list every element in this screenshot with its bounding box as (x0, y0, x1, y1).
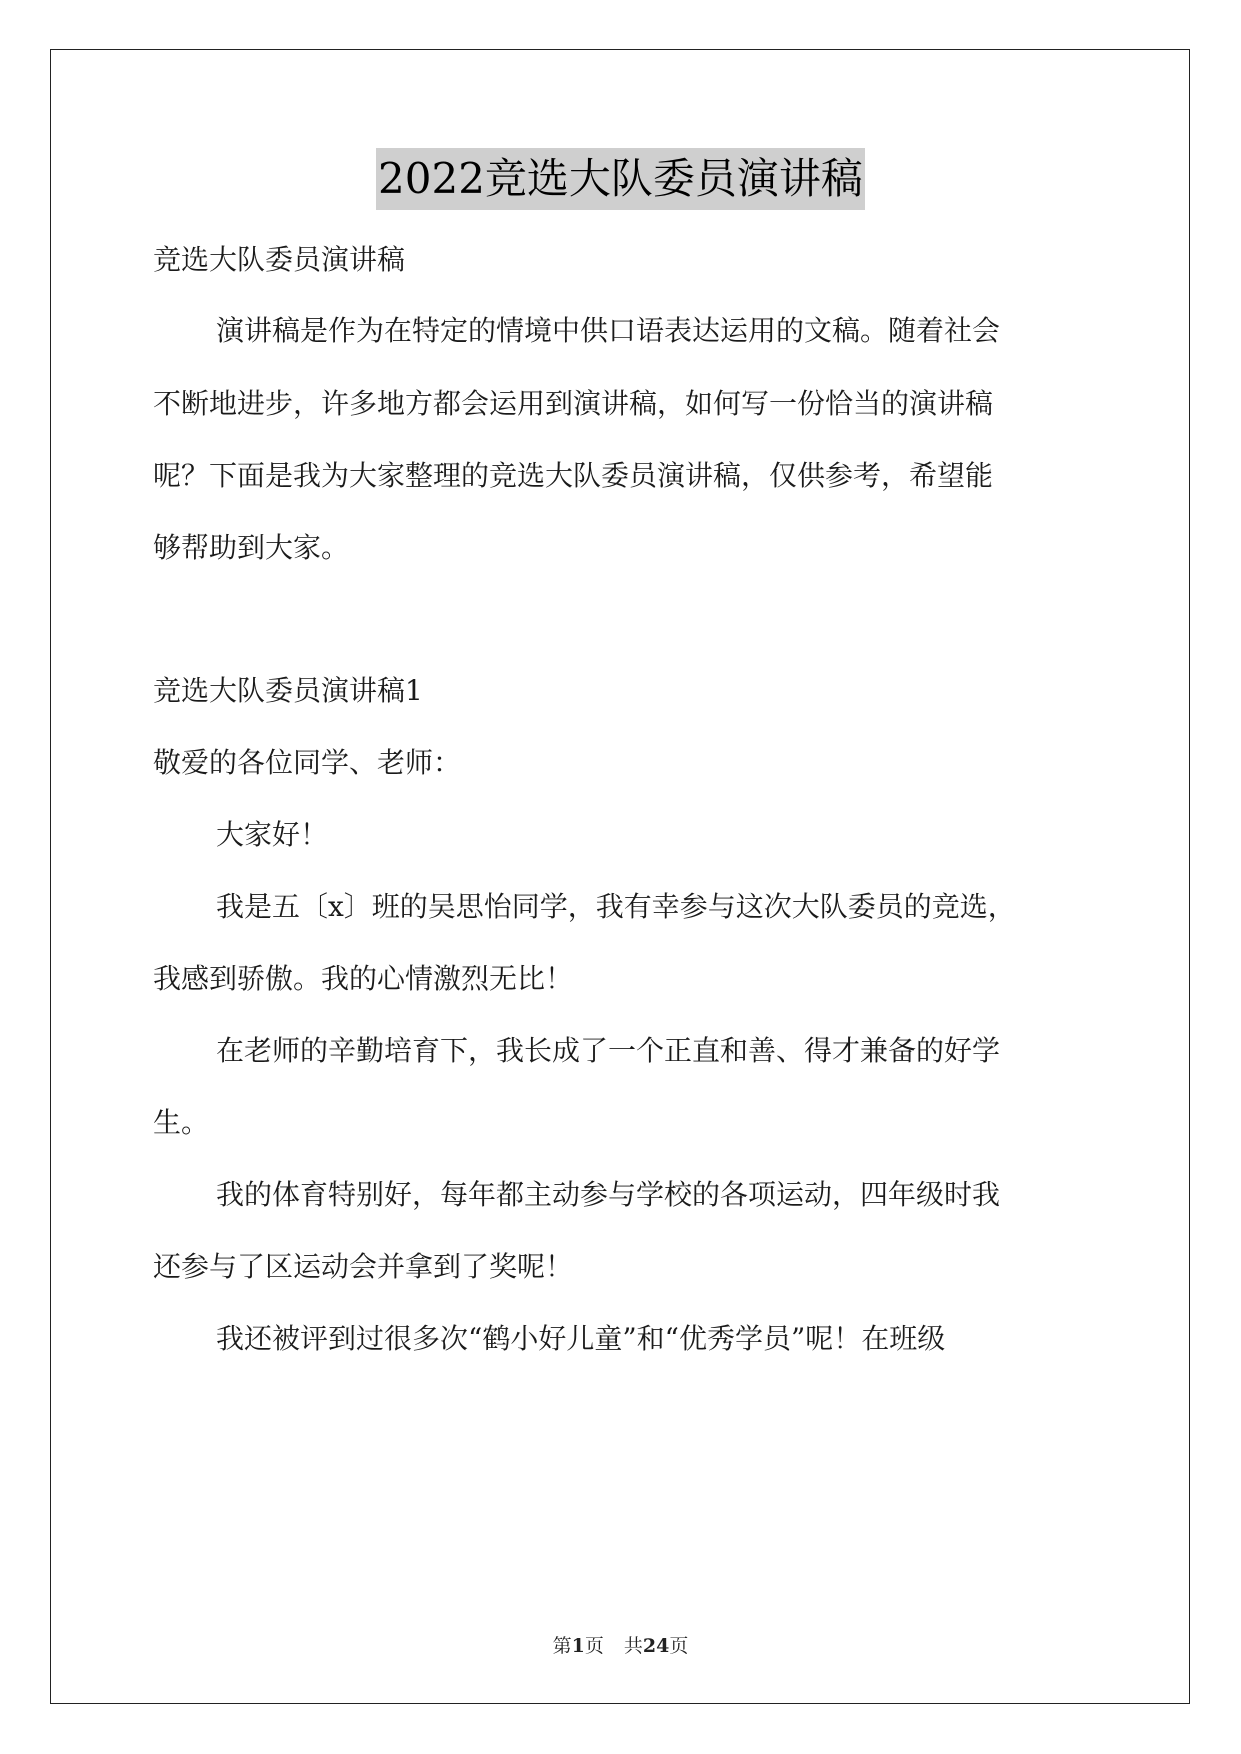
page-footer (0, 1632, 1241, 1660)
footer-page-suffix: 页 (584, 1635, 604, 1657)
footer-total-pages: 24 (642, 1635, 670, 1657)
page-border (50, 49, 1190, 1704)
document-title: 2022竞选大队委员演讲稿 (376, 148, 865, 210)
paragraph-line: 呢？下面是我为大家整理的竞选大队委员演讲稿，仅供参考，希望能 (153, 459, 994, 492)
paragraph-line: 我还被评到过很多次“鹤小好儿童”和“优秀学员”呢！在班级 (216, 1322, 946, 1355)
paragraph-line: 大家好！ (216, 818, 329, 851)
footer-page-prefix: 第 (552, 1635, 572, 1657)
footer-page-number: 1 (571, 1635, 585, 1657)
footer-total-suffix: 页 (669, 1635, 689, 1657)
paragraph-line: 生。 (153, 1106, 210, 1139)
paragraph-line: 还参与了区运动会并拿到了奖呢！ (153, 1250, 574, 1283)
subtitle-line: 竞选大队委员演讲稿 (153, 243, 406, 276)
footer-total-prefix: 共 (623, 1635, 643, 1657)
paragraph-line: 我是五〔x〕班的吴思怡同学，我有幸参与这次大队委员的竞选， (216, 890, 1016, 923)
paragraph-line: 在老师的辛勤培育下，我长成了一个正直和善、得才兼备的好学 (216, 1034, 1001, 1067)
section-heading: 竞选大队委员演讲稿1 (153, 674, 423, 707)
paragraph-line: 我感到骄傲。我的心情激烈无比！ (153, 962, 574, 995)
paragraph-line: 够帮助到大家。 (153, 531, 350, 564)
paragraph-line: 演讲稿是作为在特定的情境中供口语表达运用的文稿。随着社会 (216, 314, 1001, 347)
paragraph-line: 不断地进步，许多地方都会运用到演讲稿，如何写一份恰当的演讲稿 (153, 387, 994, 420)
title-container (0, 148, 1241, 210)
paragraph-line: 我的体育特别好，每年都主动参与学校的各项运动，四年级时我 (216, 1178, 1001, 1211)
salutation-line: 敬爱的各位同学、老师： (153, 746, 462, 779)
